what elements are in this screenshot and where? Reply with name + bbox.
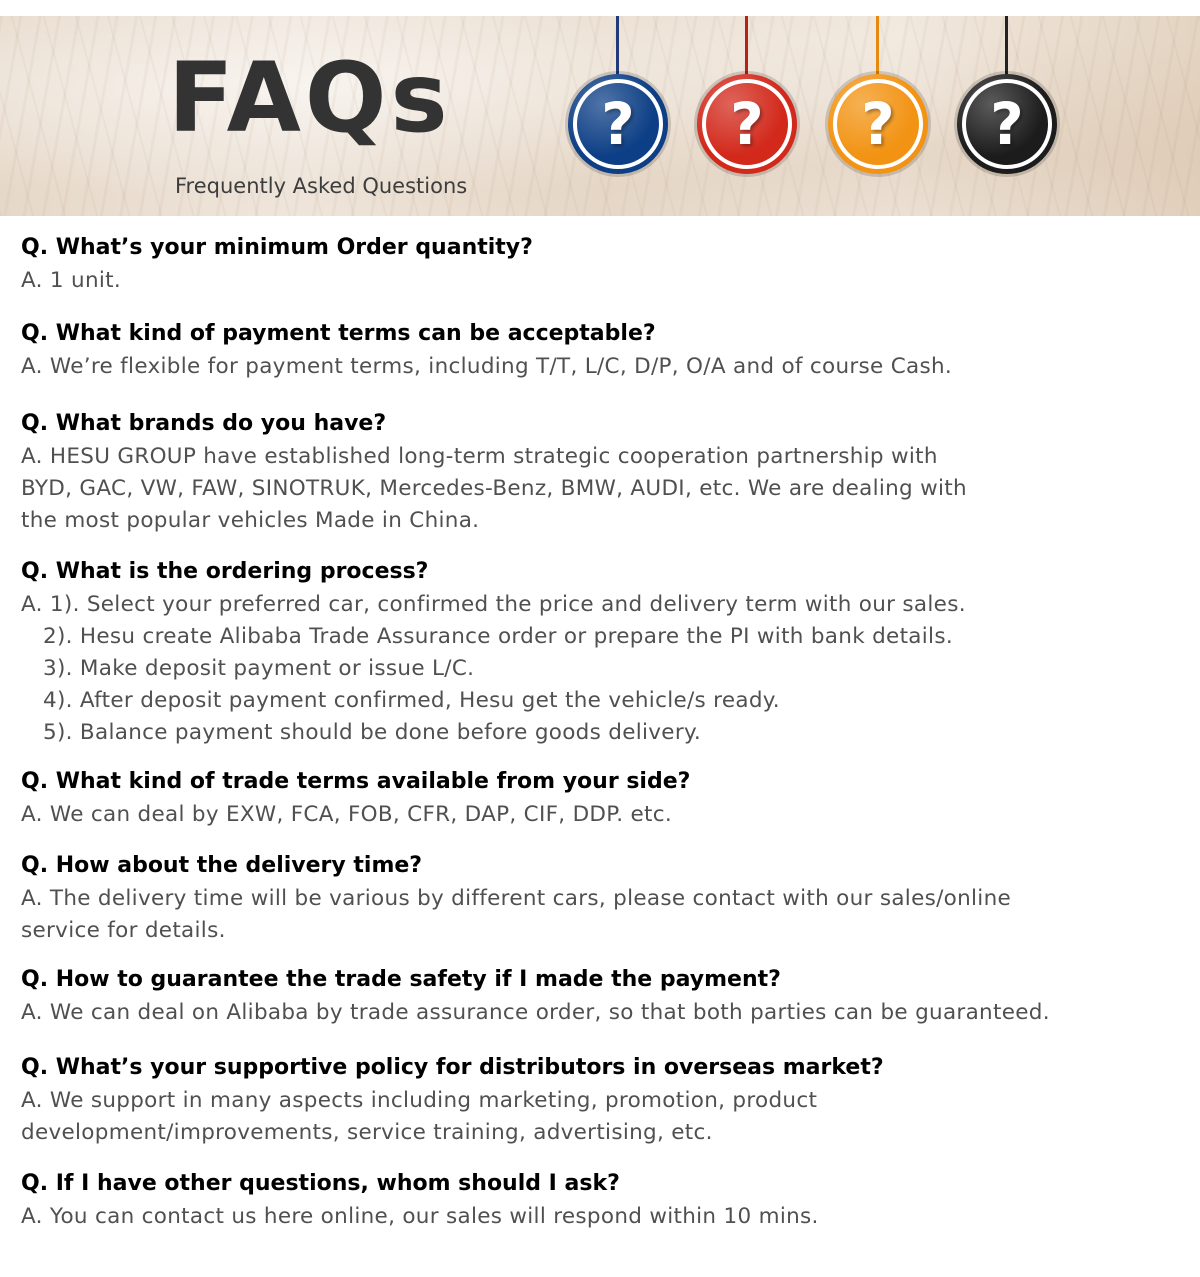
faq-question: Q. How about the delivery time? bbox=[21, 853, 423, 878]
faq-answer-line: BYD, GAC, VW, FAW, SINOTRUK, Mercedes-Benz, BMW, AUDI, etc. We are dealing with bbox=[21, 476, 967, 501]
faq-question: Q. What’s your minimum Order quantity? bbox=[21, 235, 533, 260]
faq-item-ordering-process bbox=[21, 555, 1181, 749]
faq-answer-line: A. We can deal on Alibaba by trade assurance order, so that both parties can be guaranteed. bbox=[21, 1000, 1050, 1025]
faq-list bbox=[21, 231, 1181, 1233]
faq-item-other-questions bbox=[21, 1167, 1181, 1233]
faq-question: Q. If I have other questions, whom should I ask? bbox=[21, 1171, 620, 1196]
faq-question: Q. What is the ordering process? bbox=[21, 559, 429, 584]
question-tag-black bbox=[957, 16, 1057, 176]
question-mark-circle-icon bbox=[568, 74, 668, 174]
faq-answer-line: A. You can contact us here online, our sales will respond within 10 mins. bbox=[21, 1204, 819, 1229]
faq-answer-line: service for details. bbox=[21, 918, 226, 943]
banner-subtitle: Frequently Asked Questions bbox=[175, 174, 468, 198]
faq-item-delivery-time bbox=[21, 849, 1181, 947]
faq-answer-line: A. We’re flexible for payment terms, including T/T, L/C, D/P, O/A and of course Cash. bbox=[21, 354, 953, 379]
faq-answer-step: 5). Balance payment should be done before goods delivery. bbox=[43, 720, 702, 745]
faq-answer-line: A. HESU GROUP have established long-term strategic cooperation partnership with bbox=[21, 444, 938, 469]
question-mark-icon: ? bbox=[601, 90, 635, 158]
question-mark-circle-icon bbox=[828, 74, 928, 174]
question-tag-red bbox=[697, 16, 797, 176]
question-tag-orange bbox=[828, 16, 928, 176]
faq-item-brands bbox=[21, 407, 1181, 537]
question-mark-circle-icon bbox=[957, 74, 1057, 174]
faq-answer-line: development/improvements, service training, advertising, etc. bbox=[21, 1120, 713, 1145]
faq-item-trade-terms bbox=[21, 765, 1181, 831]
faq-item-minimum-order bbox=[21, 231, 1181, 297]
question-mark-icon: ? bbox=[990, 90, 1024, 158]
faq-answer-line: A. We can deal by EXW, FCA, FOB, CFR, DAP, CIF, DDP. etc. bbox=[21, 802, 672, 827]
faq-answer-line: A. 1 unit. bbox=[21, 268, 122, 293]
faq-question: Q. What kind of payment terms can be acceptable? bbox=[21, 321, 656, 346]
question-mark-circle-icon bbox=[697, 74, 797, 174]
faq-item-distributor-policy bbox=[21, 1051, 1181, 1149]
faq-question: Q. How to guarantee the trade safety if I made the payment? bbox=[21, 967, 781, 992]
faq-answer-line: A. We support in many aspects including marketing, promotion, product bbox=[21, 1088, 818, 1113]
faq-question: Q. What’s your supportive policy for distributors in overseas market? bbox=[21, 1055, 884, 1080]
faq-answer-line: A. 1). Select your preferred car, confirmed the price and delivery term with our sales. bbox=[21, 592, 966, 617]
faq-answer-line: the most popular vehicles Made in China. bbox=[21, 508, 480, 533]
question-tag-blue bbox=[568, 16, 668, 176]
faq-answer-step: 4). After deposit payment confirmed, Hesu get the vehicle/s ready. bbox=[43, 688, 780, 713]
banner-title: FAQs bbox=[168, 42, 452, 154]
faq-answer-step: 2). Hesu create Alibaba Trade Assurance order or prepare the PI with bank details. bbox=[43, 624, 953, 649]
question-mark-icon: ? bbox=[861, 90, 895, 158]
faq-banner bbox=[0, 16, 1200, 216]
faq-question: Q. What brands do you have? bbox=[21, 411, 387, 436]
faq-answer-step: 3). Make deposit payment or issue L/C. bbox=[43, 656, 475, 681]
faq-question: Q. What kind of trade terms available from your side? bbox=[21, 769, 691, 794]
faq-item-payment-terms bbox=[21, 317, 1181, 383]
question-mark-icon: ? bbox=[730, 90, 764, 158]
faq-item-trade-safety bbox=[21, 963, 1181, 1029]
faq-answer-line: A. The delivery time will be various by different cars, please contact with our sales/online bbox=[21, 886, 1012, 911]
